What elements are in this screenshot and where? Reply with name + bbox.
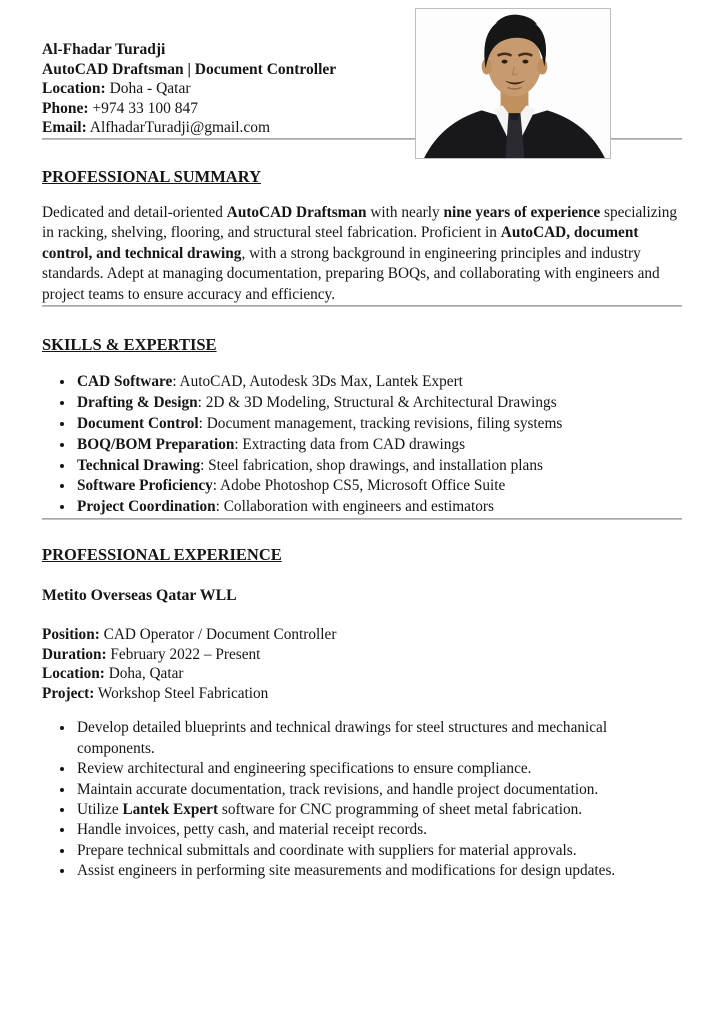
skill-label: CAD Software — [77, 373, 173, 391]
job-project-label: Project: — [42, 684, 95, 702]
job-project-value: Workshop Steel Fabrication — [94, 684, 269, 702]
skill-item — [75, 372, 682, 393]
job-details — [42, 625, 682, 703]
skills-list — [42, 372, 682, 518]
skill-value: : Adobe Photoshop CS5, Microsoft Office Suite — [212, 477, 506, 495]
duty-item: • Prepare technical submittals and coordinate with suppliers for material approvals. — [75, 841, 682, 861]
skill-item — [75, 497, 682, 518]
summary-heading: PROFESSIONAL SUMMARY — [42, 166, 261, 186]
skill-value: : Collaboration with engineers and estimators — [215, 498, 494, 516]
job-location — [42, 664, 682, 684]
section-divider — [42, 305, 682, 307]
contact-location-value: Doha - Qatar — [105, 80, 191, 97]
skill-item — [75, 393, 682, 414]
skill-value: : AutoCAD, Autodesk 3Ds Max, Lantek Expert — [172, 373, 463, 391]
contact-email-value: AlfhadarTuradji@gmail.com — [86, 119, 271, 136]
job-duration-label: Duration: — [42, 645, 107, 663]
contact-location-label: Location: — [42, 80, 106, 97]
applicant-name: Al-Fhadar Turadji — [42, 41, 166, 58]
skill-value: : Extracting data from CAD drawings — [234, 435, 466, 453]
contact-phone-label: Phone: — [42, 99, 89, 117]
skill-item — [75, 476, 682, 497]
skills-heading: SKILLS & EXPERTISE — [42, 335, 217, 355]
duty-item: • Handle invoices, petty cash, and material receipt records. — [75, 820, 682, 840]
duty-item: • Review architectural and engineering specifications to ensure compliance. — [75, 759, 682, 779]
experience-heading: PROFESSIONAL EXPERIENCE — [42, 545, 282, 565]
skill-label: BOQ/BOM Preparation — [77, 435, 235, 453]
profile-photo — [415, 8, 611, 159]
skill-value: : 2D & 3D Modeling, Structural & Architectural Drawings — [197, 394, 557, 412]
job-duration — [42, 645, 682, 665]
job-location-value: Doha, Qatar — [104, 665, 184, 683]
duty-item: • Maintain accurate documentation, track revisions, and handle project documentation. — [75, 780, 682, 800]
section-divider — [42, 518, 682, 520]
skill-label: Software Proficiency — [77, 477, 213, 495]
skill-label: Technical Drawing — [77, 456, 201, 474]
duty-item: • Utilize Lantek Expert software for CNC programming of sheet metal fabrication. — [75, 800, 682, 820]
job-position — [42, 625, 682, 645]
skill-item — [75, 456, 682, 477]
skill-item — [75, 414, 682, 435]
job-duration-value: February 2022 – Present — [106, 645, 261, 663]
applicant-job-title: AutoCAD Draftsman | Document Controller — [42, 60, 337, 78]
contact-phone-value: +974 33 100 847 — [88, 99, 198, 117]
experience-duties-list — [42, 718, 682, 881]
duty-item: • Assist engineers in performing site measurements and modifications for design updates. — [75, 861, 682, 881]
skill-label: Project Coordination — [77, 498, 216, 516]
job-location-label: Location: — [42, 665, 105, 683]
skill-item — [75, 435, 682, 456]
skill-label: Document Control — [77, 415, 199, 433]
company-name: Metito Overseas Qatar WLL — [42, 587, 237, 605]
skill-label: Drafting & Design — [77, 394, 198, 412]
skill-value: : Document management, tracking revisions, filing systems — [198, 415, 563, 433]
skill-value: : Steel fabrication, shop drawings, and installation plans — [200, 456, 543, 474]
job-project — [42, 684, 682, 704]
job-position-value: CAD Operator / Document Controller — [99, 626, 337, 644]
job-position-label: Position: — [42, 626, 100, 644]
duty-item: • Develop detailed blueprints and technical drawings for steel structures and mechanical components. — [75, 718, 682, 759]
person-portrait-icon — [416, 9, 610, 158]
summary-paragraph: Dedicated and detail-oriented AutoCAD Draftsman with nearly nine years of experience specializing in racking, shelving, flooring, and structural steel fabrication. Proficient in AutoCAD, document control, and technical drawing, with a strong background in engineering principles and industry standards. Adept at managing documentation, preparing BOQs, and collaborating with engineers and project teams to ensure accuracy and efficiency. — [42, 203, 678, 303]
contact-email-label: Email: — [42, 119, 87, 136]
